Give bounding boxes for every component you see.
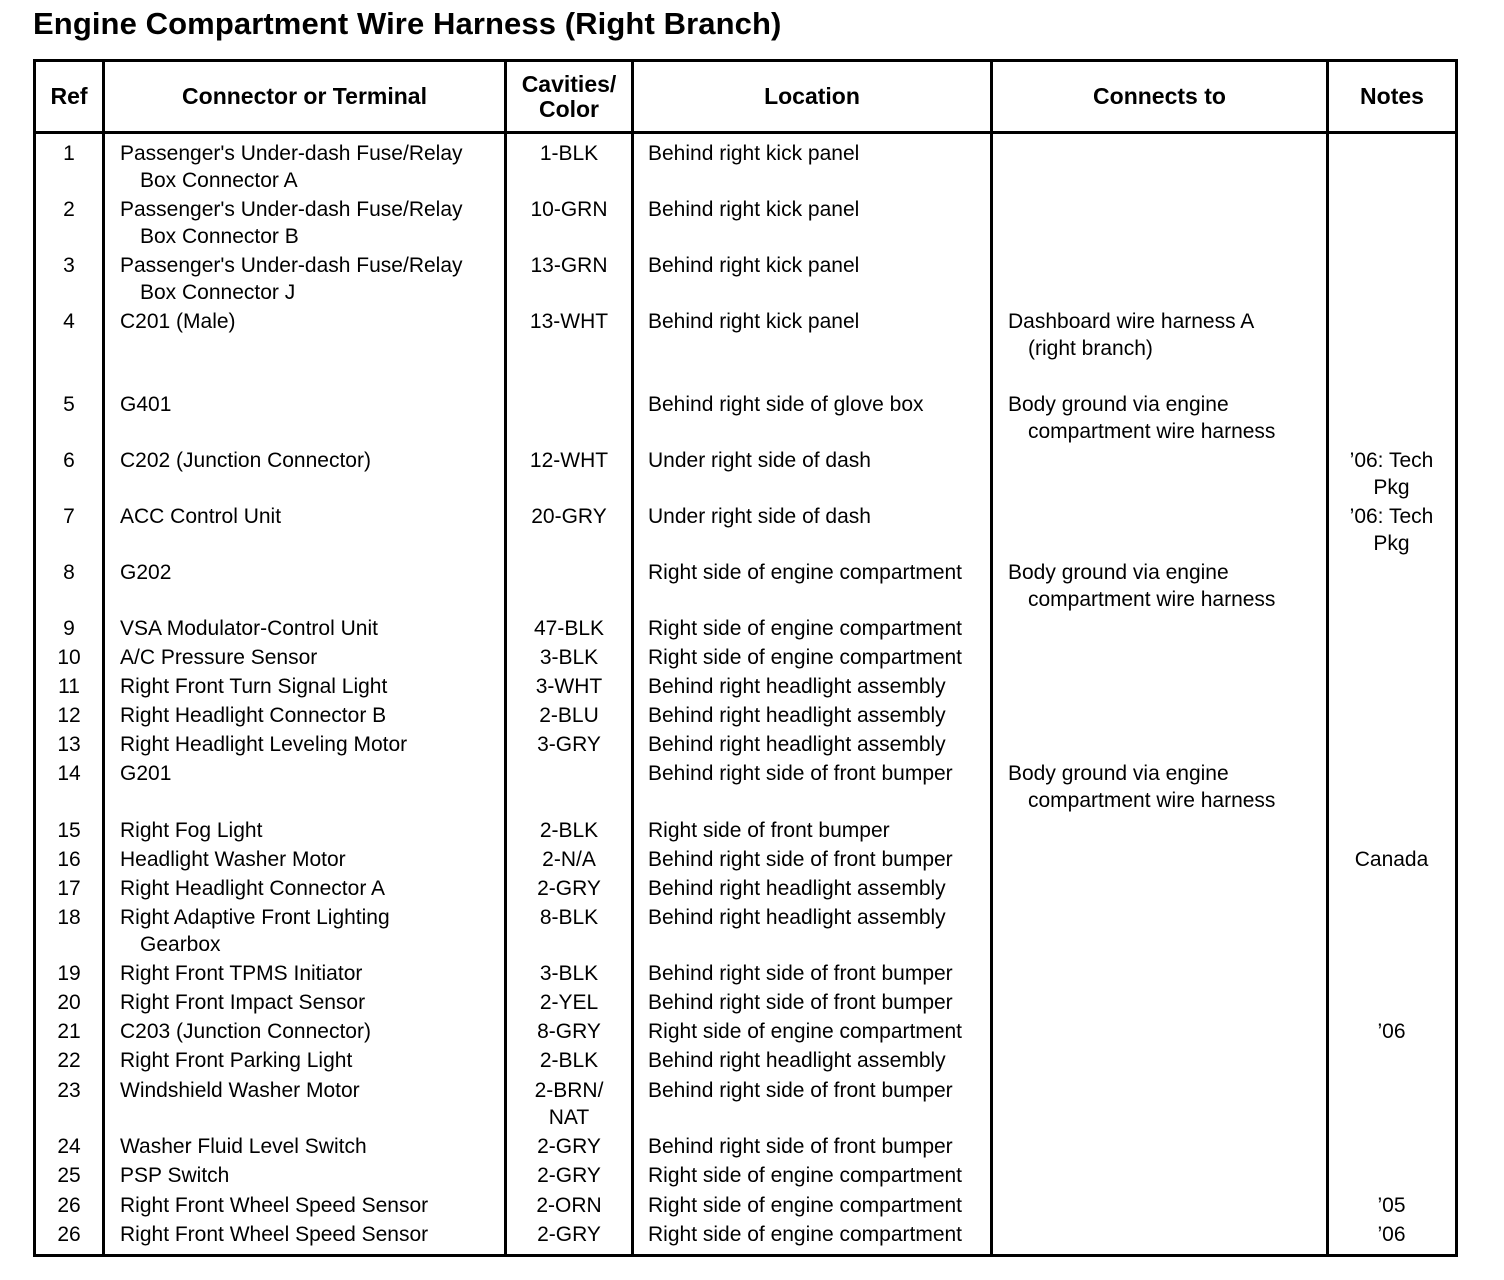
notes-cell-line: ’05 (1377, 1194, 1406, 1217)
connector-cell (120, 875, 385, 902)
connector-cell-line: G202 (120, 561, 172, 584)
notes-cell-line: Pkg (1373, 532, 1410, 555)
connector-cell-line: C202 (Junction Connector) (120, 449, 371, 472)
connector-cell (120, 308, 236, 335)
location-cell: Behind right headlight assembly (648, 906, 946, 929)
connector-cell (120, 644, 317, 671)
connector-cell-line: A/C Pressure Sensor (120, 646, 318, 669)
location-cell: Behind right side of front bumper (648, 762, 953, 785)
cavities-cell (507, 989, 631, 1016)
cavities-cell-line: 2-GRY (537, 1223, 601, 1246)
notes-cell-line: Canada (1354, 848, 1429, 871)
cavities-cell (507, 1192, 631, 1219)
connects-to-cell-line: Dashboard wire harness A (1008, 310, 1255, 333)
connector-cell-line: Right Front Turn Signal Light (120, 675, 388, 698)
cavities-cell (507, 1162, 631, 1189)
connector-cell-line: Right Front Parking Light (120, 1049, 353, 1072)
header-cavities-line: Color (538, 95, 600, 122)
location-cell: Behind right side of front bumper (648, 991, 953, 1014)
cavities-cell (507, 673, 631, 700)
ref-cell: 18 (57, 906, 81, 929)
connector-cell (120, 391, 171, 418)
cavities-cell (507, 308, 631, 335)
connects-to-cell (1008, 308, 1254, 362)
connector-cell-line: Washer Fluid Level Switch (120, 1135, 367, 1158)
cavities-cell-line: 2-GRY (537, 877, 601, 900)
connector-cell (120, 1192, 428, 1219)
cavities-cell-line: 2-YEL (539, 991, 599, 1014)
cavities-cell-line: 2-GRY (537, 1135, 601, 1158)
cavities-cell-line: 2-N/A (542, 848, 596, 871)
location-cell: Behind right kick panel (648, 254, 860, 277)
connector-cell (120, 989, 365, 1016)
cavities-cell (507, 140, 631, 167)
location-cell: Behind right headlight assembly (648, 877, 946, 900)
header-ref: Ref (50, 83, 88, 109)
connector-cell-line: Box Connector A (140, 169, 298, 192)
connector-cell-line: Passenger's Under-dash Fuse/Relay (120, 254, 463, 277)
location-cell: Right side of engine compartment (648, 1020, 963, 1043)
cavities-cell-line: 3-BLK (539, 962, 599, 985)
connector-cell (120, 196, 463, 250)
ref-cell: 21 (57, 1020, 81, 1043)
ref-cell: 26 (57, 1194, 81, 1217)
connector-cell (120, 503, 281, 530)
connects-to-cell-line: (right branch) (1028, 337, 1153, 360)
location-cell: Behind right side of front bumper (648, 848, 953, 871)
connector-cell-line: Passenger's Under-dash Fuse/Relay (120, 198, 463, 221)
connector-cell-line: Right Headlight Connector A (120, 877, 385, 900)
notes-cell-line: ’06: Tech (1349, 449, 1434, 472)
cavities-cell-line: 20-GRY (531, 505, 607, 528)
connects-to-cell (1008, 391, 1275, 445)
cavities-cell (507, 196, 631, 223)
notes-cell (1328, 846, 1455, 873)
notes-cell (1328, 503, 1455, 557)
location-cell: Behind right side of front bumper (648, 962, 953, 985)
connector-cell (120, 1221, 428, 1248)
cavities-cell (507, 503, 631, 530)
header-cavities-line: Cavities/ (521, 70, 617, 97)
cavities-cell (507, 615, 631, 642)
location-cell: Right side of engine compartment (648, 617, 963, 640)
location-cell: Behind right headlight assembly (648, 675, 946, 698)
ref-cell: 13 (57, 733, 81, 756)
notes-cell-line: ’06: Tech (1349, 505, 1434, 528)
connector-cell-line: Gearbox (140, 933, 221, 956)
header-divider (36, 131, 1455, 134)
ref-cell: 26 (57, 1223, 81, 1246)
column-divider (631, 62, 634, 1254)
ref-cell: 16 (57, 848, 81, 871)
ref-cell: 19 (57, 962, 81, 985)
connector-cell (120, 760, 171, 787)
connects-to-cell-line: compartment wire harness (1028, 588, 1276, 611)
cavities-cell (507, 1077, 631, 1131)
ref-cell: 7 (63, 505, 75, 528)
connector-cell-line: Box Connector J (140, 281, 296, 304)
connects-to-cell-line: compartment wire harness (1028, 789, 1276, 812)
connector-cell (120, 673, 387, 700)
cavities-cell-line: 2-GRY (537, 1164, 601, 1187)
cavities-cell-line: 13-GRN (530, 254, 608, 277)
connector-cell-line: ACC Control Unit (120, 505, 282, 528)
ref-cell: 17 (57, 877, 81, 900)
connector-cell (120, 140, 463, 194)
column-divider (990, 62, 993, 1254)
ref-cell: 12 (57, 704, 81, 727)
cavities-cell-line: 2-BLK (539, 819, 599, 842)
ref-cell: 15 (57, 819, 81, 842)
connector-cell (120, 817, 262, 844)
cavities-cell (507, 1133, 631, 1160)
notes-cell-line: ’06 (1377, 1223, 1406, 1246)
connector-cell (120, 731, 407, 758)
location-cell: Under right side of dash (648, 449, 871, 472)
connector-cell-line: Right Fog Light (120, 819, 263, 842)
cavities-cell (507, 702, 631, 729)
ref-cell: 2 (63, 198, 75, 221)
ref-cell: 23 (57, 1079, 81, 1102)
connector-cell-line: Passenger's Under-dash Fuse/Relay (120, 142, 463, 165)
ref-cell: 14 (57, 762, 81, 785)
connector-cell (120, 447, 371, 474)
location-cell: Right side of engine compartment (648, 646, 963, 669)
location-cell: Behind right side of glove box (648, 393, 924, 416)
ref-cell: 25 (57, 1164, 81, 1187)
location-cell: Behind right kick panel (648, 142, 860, 165)
connects-to-cell (1008, 760, 1275, 814)
cavities-cell-line: 3-WHT (535, 675, 603, 698)
ref-cell: 24 (57, 1135, 81, 1158)
cavities-cell-line: 8-GRY (537, 1020, 601, 1043)
cavities-cell-line: 12-WHT (529, 449, 609, 472)
header-connector: Connector or Terminal (182, 83, 427, 109)
column-divider (102, 62, 105, 1254)
location-cell: Right side of engine compartment (648, 1164, 963, 1187)
location-cell: Right side of engine compartment (648, 561, 963, 584)
ref-cell: 9 (63, 617, 75, 640)
location-cell: Behind right side of front bumper (648, 1079, 953, 1102)
connector-cell-line: Windshield Washer Motor (120, 1079, 360, 1102)
location-cell: Behind right kick panel (648, 198, 860, 221)
connects-to-cell (1008, 559, 1275, 613)
location-cell: Right side of engine compartment (648, 1223, 963, 1246)
cavities-cell-line: 10-GRN (530, 198, 608, 221)
ref-cell: 11 (58, 675, 80, 698)
connector-cell-line: Right Front Impact Sensor (120, 991, 366, 1014)
cavities-cell (507, 846, 631, 873)
connector-cell-line: G201 (120, 762, 172, 785)
ref-cell: 4 (63, 310, 75, 333)
cavities-cell (507, 904, 631, 931)
ref-cell: 1 (63, 142, 75, 165)
cavities-cell-line: 1-BLK (539, 142, 599, 165)
harness-table (33, 59, 1458, 1257)
ref-cell: 5 (63, 393, 75, 416)
column-divider (1326, 62, 1329, 1254)
header-notes: Notes (1360, 83, 1424, 109)
connector-cell-line: G401 (120, 393, 172, 416)
connector-cell-line: C203 (Junction Connector) (120, 1020, 371, 1043)
cavities-cell-line: 2-BRN/ (534, 1079, 604, 1102)
location-cell: Behind right side of front bumper (648, 1135, 953, 1158)
cavities-cell-line: NAT (548, 1106, 590, 1129)
cavities-cell-line: 2-BLU (539, 704, 599, 727)
connector-cell (120, 702, 386, 729)
connector-cell (120, 904, 390, 958)
cavities-cell-line: 13-WHT (529, 310, 609, 333)
cavities-cell (507, 252, 631, 279)
cavities-cell (507, 731, 631, 758)
notes-cell (1328, 1018, 1455, 1045)
connector-cell-line: Right Front Wheel Speed Sensor (120, 1194, 429, 1217)
connector-cell-line: VSA Modulator-Control Unit (120, 617, 378, 640)
location-cell: Behind right headlight assembly (648, 733, 946, 756)
cavities-cell-line: 2-BLK (539, 1049, 599, 1072)
ref-cell: 6 (63, 449, 75, 472)
notes-cell (1328, 447, 1455, 501)
connector-cell (120, 1133, 367, 1160)
cavities-cell (507, 1018, 631, 1045)
connector-cell-line: Box Connector B (140, 225, 299, 248)
connector-cell-line: Right Headlight Leveling Motor (120, 733, 408, 756)
notes-cell-line: ’06 (1377, 1020, 1406, 1043)
connects-to-cell-line: Body ground via engine (1008, 393, 1229, 416)
location-cell: Behind right kick panel (648, 310, 860, 333)
page-title: Engine Compartment Wire Harness (Right Branch) (33, 6, 782, 41)
header-cavities (507, 62, 631, 131)
cavities-cell-line: 2-ORN (536, 1194, 602, 1217)
connector-cell (120, 1018, 371, 1045)
ref-cell: 20 (57, 991, 81, 1014)
ref-cell: 10 (57, 646, 81, 669)
header-connects-to: Connects to (1093, 83, 1226, 109)
connector-cell (120, 960, 362, 987)
notes-cell-line: Pkg (1373, 476, 1410, 499)
connector-cell (120, 1162, 229, 1189)
cavities-cell (507, 1221, 631, 1248)
ref-cell: 3 (63, 254, 75, 277)
cavities-cell-line: 47-BLK (533, 617, 605, 640)
connects-to-cell-line: compartment wire harness (1028, 420, 1276, 443)
connects-to-cell-line: Body ground via engine (1008, 561, 1229, 584)
connector-cell-line: PSP Switch (120, 1164, 230, 1187)
cavities-cell-line: 3-BLK (539, 646, 599, 669)
connector-cell-line: Right Front TPMS Initiator (120, 962, 363, 985)
connector-cell (120, 615, 378, 642)
connector-cell (120, 1077, 360, 1104)
connector-cell-line: Right Adaptive Front Lighting (120, 906, 390, 929)
ref-cell: 8 (63, 561, 75, 584)
cavities-cell (507, 447, 631, 474)
cavities-cell (507, 817, 631, 844)
cavities-cell-line: 8-BLK (539, 906, 599, 929)
connector-cell-line: Right Front Wheel Speed Sensor (120, 1223, 429, 1246)
connector-cell (120, 846, 346, 873)
cavities-cell (507, 960, 631, 987)
ref-cell: 22 (57, 1049, 81, 1072)
cavities-cell (507, 1047, 631, 1074)
cavities-cell-line: 3-GRY (537, 733, 601, 756)
location-cell: Under right side of dash (648, 505, 871, 528)
connector-cell (120, 559, 171, 586)
location-cell: Right side of front bumper (648, 819, 890, 842)
cavities-cell (507, 644, 631, 671)
location-cell: Behind right headlight assembly (648, 704, 946, 727)
connector-cell (120, 1047, 352, 1074)
connects-to-cell-line: Body ground via engine (1008, 762, 1229, 785)
notes-cell (1328, 1221, 1455, 1248)
connector-cell-line: Right Headlight Connector B (120, 704, 387, 727)
notes-cell (1328, 1192, 1455, 1219)
header-location: Location (764, 83, 860, 109)
location-cell: Right side of engine compartment (648, 1194, 963, 1217)
connector-cell-line: C201 (Male) (120, 310, 236, 333)
location-cell: Behind right headlight assembly (648, 1049, 946, 1072)
connector-cell (120, 252, 463, 306)
cavities-cell (507, 875, 631, 902)
connector-cell-line: Headlight Washer Motor (120, 848, 346, 871)
